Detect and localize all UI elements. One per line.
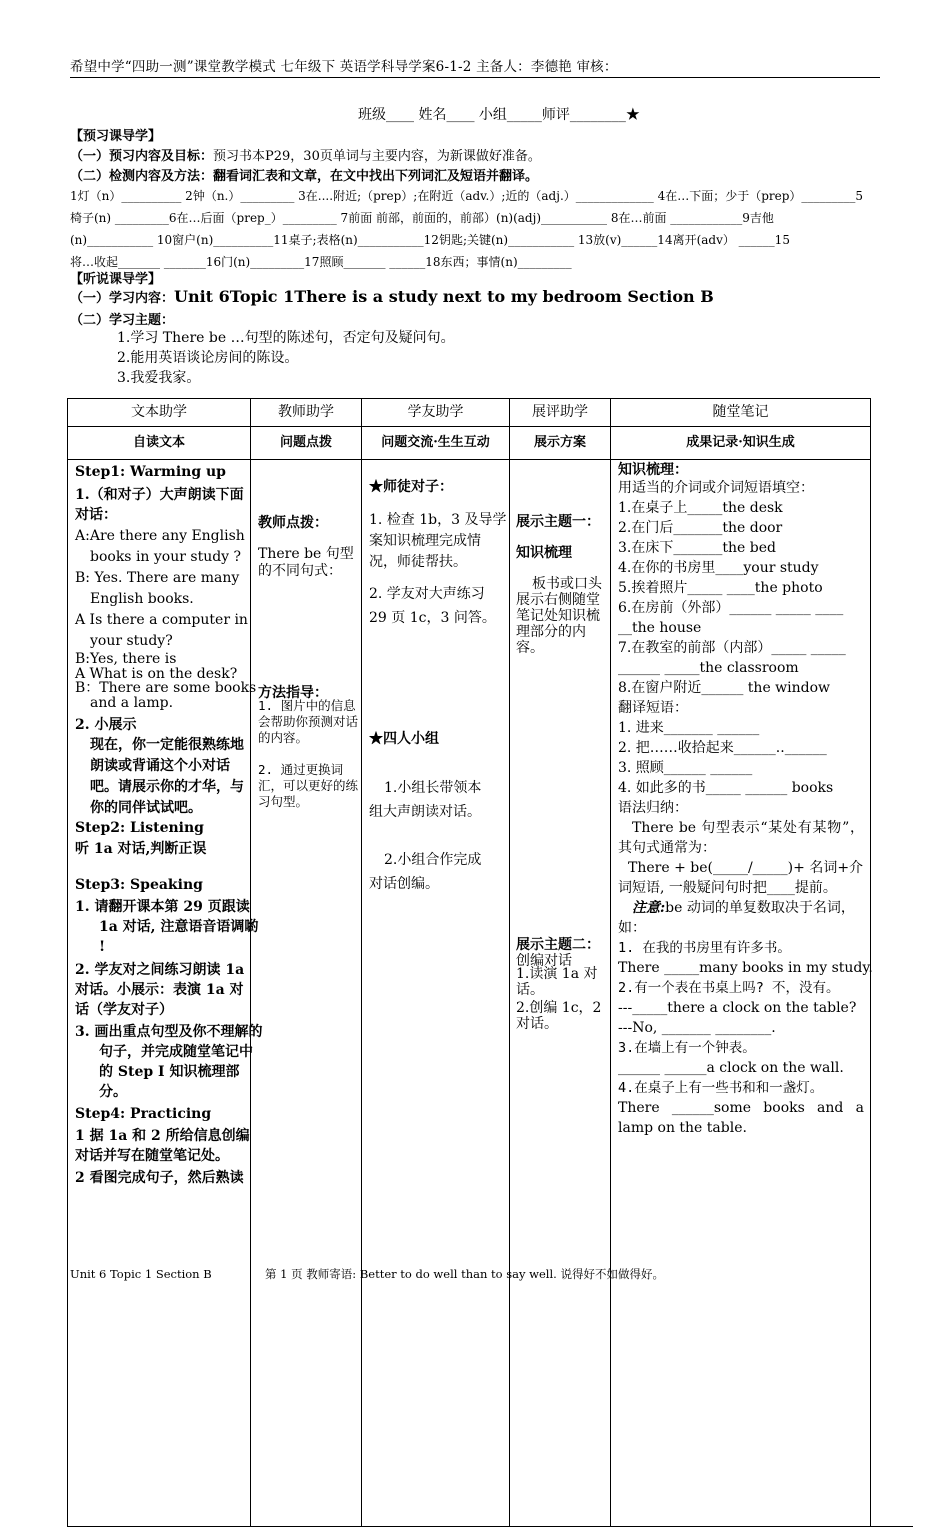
prep-item: 3.在床下_______the bed <box>618 540 776 556</box>
example-cn: 3.在墙上有一个钟表。 <box>618 1040 756 1056</box>
listen-content <box>70 287 714 306</box>
listen-theme-label: （二）学习主题： <box>70 313 175 328</box>
step4-item1: 1 据 1a 和 2 所给信息创编对话并写在随堂笔记处。 <box>75 1128 250 1164</box>
phrase-title: 翻译短语： <box>618 700 688 716</box>
subheader-display-plan: 展示方案 <box>510 427 611 460</box>
attention-label: 注意: <box>632 900 666 916</box>
dialogue-line: A What is on the desk? <box>75 666 238 682</box>
prep-item: __the house <box>618 620 702 636</box>
example-block <box>618 938 873 1098</box>
group-item: 2.小组合作完成对话创编。 <box>369 852 482 892</box>
example-en: ---No, _______ ________. <box>618 1020 776 1036</box>
col-self-read <box>68 460 263 1527</box>
step3-title: Step3: Speaking <box>75 877 203 893</box>
step1-item2: 2. 小展示 <box>75 717 137 733</box>
phrase-item: 2. 把……收拾起来______..______ <box>618 740 827 756</box>
example-en: There ______some books and a lamp on the table. <box>618 1100 864 1136</box>
display-topic2-title: 创编对话 <box>516 953 572 969</box>
prep-item: 6.在房前（外部）______ _____ ____ <box>618 600 844 616</box>
preview-item1-label: （一）预习内容及目标： <box>70 149 214 164</box>
header-display-help: 展评助学 <box>510 399 611 427</box>
listen-title: 【听说课导学】 <box>70 272 162 287</box>
vocab-line: 1灯（n）__________ 2钟（n.）_________ 3在....附近;（prep）;在附近（adv.）;近的（adj.）_____________ 4在…下面；少于（prep）_________5 <box>70 189 864 203</box>
example-cn: 1. 在我的书房里有许多书。 <box>618 940 791 956</box>
col-teacher-tips <box>251 460 362 1527</box>
theme-item: 3.我爱我家。 <box>117 370 201 386</box>
step3-item3: 3. 画出重点句型及你不理解的句子，并完成随堂笔记中的 Step I 知识梳理部分。 <box>75 1024 263 1100</box>
step2-text: 听 1a 对话,判断正误 <box>75 841 207 857</box>
group-label: ★四人小组 <box>369 731 439 747</box>
study-table <box>67 398 871 1527</box>
prep-item: 4.在你的书房里____your study <box>618 560 819 576</box>
col-display-plan <box>510 460 611 1527</box>
grammar-pattern: There + be(_____/_____)+ 名词+介词短语, 一般疑问句时把____提前。 <box>618 860 864 896</box>
phrase-item: 1. 进来_______ ______ <box>618 720 760 736</box>
preview-item1-text: 预习书本P29，30页单词与主要内容，为新课做好准备。 <box>213 149 541 164</box>
phrase-item: 4. 如此多的书_____ ______ books <box>618 780 834 796</box>
prep-item: 8.在窗户附近______ the window <box>618 680 831 696</box>
prep-item: 5.挨着照片_____ ____the photo <box>618 580 823 596</box>
step1-item2-text: 现在，你一定能很熟练地朗读或背诵这个小对话吧。请展示你的才华，与你的同伴试试吧。 <box>90 737 244 816</box>
attention-note <box>618 898 864 938</box>
step3-item1: 1. 请翻开课本第 29 页跟读 1a 对话, 注意语音语调喲 ! <box>75 899 259 955</box>
vocab-line: (n)___________ 10窗户(n)__________11桌子;表格(n)___________12钥匙;关键(n)___________ 13放(v)______14离开(adv） ______15 <box>70 233 790 247</box>
method-item: 2. 通过更换词汇，可以更好的练习句型。 <box>258 762 359 809</box>
step3-item2: 2. 学友对之间练习朗读 1a 对话。小展示：表演 1a 对话（学友对子） <box>75 962 245 1018</box>
phrase-block <box>618 698 833 818</box>
dialogue-line: B:Yes, there is <box>75 651 177 667</box>
prep-item: 7.在教室的前部（内部）_____ _____ <box>618 640 846 656</box>
col-peer-exchange <box>362 460 510 1527</box>
display-topic2-item: 2.创编 1c，2 对话。 <box>516 1000 602 1032</box>
header-peer-help: 学友助学 <box>362 399 510 427</box>
display-topic1-text: 板书或口头展示右侧随堂笔记处知识梳理部分的内容。 <box>516 576 602 656</box>
header-teacher-help: 教师助学 <box>251 399 362 427</box>
listen-content-label: （一）学习内容： <box>70 291 175 306</box>
page-footer <box>70 1266 664 1282</box>
step4-item2: 2 看图完成句子，然后熟读 <box>75 1170 244 1186</box>
col-notes <box>611 460 871 1527</box>
vocab-line: 将…收起_______ _______16门(n)_________17照顾_______ ______18东西；事情(n)_________ <box>70 255 572 269</box>
example-en: ---_____there a clock on the table? <box>618 1000 857 1016</box>
notes-intro: 用适当的介词或介词短语填空： <box>618 480 814 496</box>
theme-list <box>117 328 455 388</box>
subheader-exchange: 问题交流·生生互动 <box>362 427 510 460</box>
page-header: 希望中学“四助一测”课堂教学模式 七年级下 英语学科导学案6-1-2 主备人：李德艳 审核： <box>70 55 880 78</box>
dialogue-line: B：There are some books and a lamp. <box>75 680 257 711</box>
step1-title: Step1: Warming up <box>75 464 226 480</box>
prep-item: 1.在桌子上_____the desk <box>618 500 783 516</box>
prep-item: 2.在门后_______the door <box>618 520 783 536</box>
group-item: 1.小组长带领本组大声朗读对话。 <box>369 780 482 820</box>
subheader-self-read: 自读文本 <box>68 427 251 460</box>
display-topic2-label: 展示主题二： <box>516 937 600 953</box>
footer-right: 第 1 页 教师寄语: Better to do well than to say well. 说得好不如做得好。 <box>265 1267 664 1281</box>
teacher-tip-label: 教师点拨： <box>258 515 328 531</box>
pair-item: 1. 检查 1b，3 及导学案知识梳理完成情况，师徒帮扶。 <box>369 512 507 570</box>
class-line: 班级____ 姓名____ 小组_____师评________★ <box>358 107 640 123</box>
method-item: 1. 图片中的信息会帮助你预测对话的内容。 <box>258 698 359 745</box>
theme-item: 1.学习 There be …句型的陈述句，否定句及疑问句。 <box>117 330 455 346</box>
example-en: ______ ______a clock on the wall. <box>618 1060 844 1076</box>
subheader-problem-tips: 问题点拨 <box>251 427 362 460</box>
preview-title: 【预习课导学】 <box>70 129 162 144</box>
listen-content-text: Unit 6Topic 1There is a study next to my bedroom Section B <box>174 287 714 306</box>
subheader-results: 成果记录·知识生成 <box>611 427 871 460</box>
dialogue-line: A Is there a computer in your study? <box>75 612 248 649</box>
phrase-item: 3. 照顾______ ______ <box>618 760 753 776</box>
attention-text: be 动词的单复数取决于名词，如： <box>618 900 855 936</box>
header-notes: 随堂笔记 <box>611 399 871 427</box>
teacher-tip-text: There be 句型的不同句式： <box>258 546 354 579</box>
example-cn: 2.有一个表在书桌上吗? 不，没有。 <box>618 980 840 996</box>
notes-title: 知识梳理： <box>618 462 688 478</box>
dialogue-line: A:Are there any English books in your study ? <box>75 528 245 565</box>
preview-item2: （二）检测内容及方法：翻看词汇表和文章，在文中找出下列词汇及短语并翻译。 <box>70 169 539 184</box>
vocab-line: 椅子(n) _________6在…后面（prep_）_________ 7前面 前部，前面的，前部）(n)(adj)___________ 8在…前面 ____________9吉他 <box>70 211 774 225</box>
method-label: 方法指导： <box>258 685 328 701</box>
grammar-text: There be 句型表示“某处有某物”，其句式通常为： <box>618 820 864 856</box>
display-topic2-item: 1.读演 1a 对话。 <box>516 966 598 998</box>
grammar-title: 语法归纳： <box>618 800 688 816</box>
prep-item: ______ _____the classroom <box>618 660 799 676</box>
pair-label: ★师徒对子： <box>369 479 453 495</box>
step4-title: Step4: Practicing <box>75 1106 212 1122</box>
example-en: There _____many books in my study. <box>618 960 873 976</box>
step1-item1: 1.（和对子）大声朗读下面对话： <box>75 487 244 523</box>
theme-item: 2.能用英语谈论房间的陈设。 <box>117 350 299 366</box>
vocab-block <box>70 185 882 273</box>
display-topic1-label: 展示主题一： <box>516 514 600 530</box>
prep-list <box>618 498 846 698</box>
display-topic1-title: 知识梳理 <box>516 545 572 561</box>
step2-title: Step2: Listening <box>75 820 204 836</box>
dialogue-line: B: Yes. There are many English books. <box>75 570 240 607</box>
example-cn: 4.在桌子上有一些书和和一盏灯。 <box>618 1080 824 1096</box>
footer-left: Unit 6 Topic 1 Section B <box>70 1267 212 1281</box>
pair-item: 2. 学友对大声练习 29 页 1c，3 问答。 <box>369 586 496 626</box>
preview-item1 <box>70 145 541 164</box>
header-text-help: 文本助学 <box>68 399 251 427</box>
